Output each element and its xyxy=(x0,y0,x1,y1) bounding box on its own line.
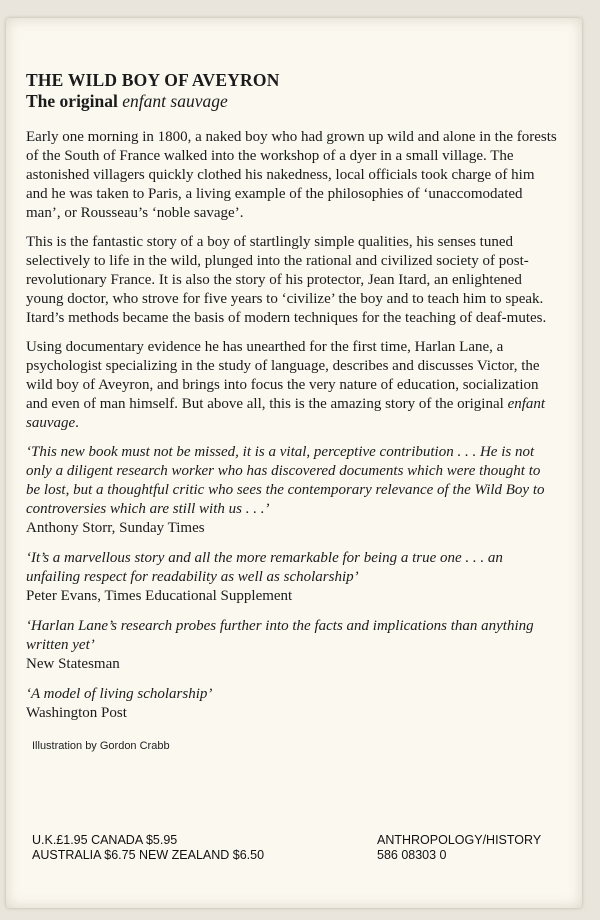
quote-source: Peter Evans, Times Educational Supplement xyxy=(26,588,293,604)
paragraph-3-text: Using documentary evidence he has unearthed for the first time, Harlan Lane, a psychologist specializing in the study of language, describes and discusses Victor, the wild boy of Aveyron, and brings into focus the very nature of education, socialization and even of man himself. But above all, this is the amazing story of the original xyxy=(26,339,540,412)
review-quote-2 xyxy=(26,549,558,606)
quote-source: New Statesman xyxy=(26,656,120,672)
review-quote-4 xyxy=(26,685,558,723)
book-title: THE WILD BOY OF AVEYRON xyxy=(26,70,280,90)
paragraph-3-end: . xyxy=(75,415,79,431)
price-list xyxy=(32,833,264,863)
category-isbn xyxy=(377,833,541,863)
blurb-paragraph-3 xyxy=(26,338,558,433)
subtitle-lead: The original xyxy=(26,91,118,111)
cover-text xyxy=(26,70,558,734)
quote-source: Washington Post xyxy=(26,705,127,721)
review-quote-3 xyxy=(26,617,558,674)
book-subtitle xyxy=(26,91,558,112)
quote-source: Anthony Storr, Sunday Times xyxy=(26,520,205,536)
quote-text: ‘A model of living scholarship’ xyxy=(26,686,213,702)
paragraph-3-italic: enfant sauvage xyxy=(26,396,546,431)
quote-text: ‘Harlan Lane’s research probes further into the facts and implications than anything written yet’ xyxy=(26,618,534,653)
quote-text: ‘It’s a marvellous story and all the more remarkable for being a true one . . . an unfailing respect for readability as well as scholarship’ xyxy=(26,550,503,585)
illustration-credit: Illustration by Gordon Crabb xyxy=(32,740,170,752)
review-quote-1 xyxy=(26,443,558,538)
back-cover xyxy=(6,18,582,908)
blurb-paragraph-2: This is the fantastic story of a boy of startlingly simple qualities, his senses tuned selectively to life in the wild, plunged into the rational and civilized society of post-revolutionary France. It is also the story of his protector, Jean Itard, an enlightened young doctor, who strove for five years to ‘civilize’ the boy and to teach him to speak. Itard’s methods became the basis of modern techniques for the teaching of deaf-mutes. xyxy=(26,234,547,326)
quote-text: ‘This new book must not be missed, it is a vital, perceptive contribution . . . He is not only a diligent research worker who has discovered documents which were thought to be lost, but a thoughtful critic who sees the contemporary relevance of the Wild Boy to controversies which are still with us . . .’ xyxy=(26,444,545,517)
isbn: 586 08303 0 xyxy=(377,848,447,862)
price-line-1: U.K.£1.95 CANADA $5.95 xyxy=(32,833,178,847)
category-label: ANTHROPOLOGY/HISTORY xyxy=(377,833,542,847)
blurb-paragraph-1: Early one morning in 1800, a naked boy who had grown up wild and alone in the forests of the South of France walked into the workshop of a dyer in a small village. The astonished villagers quickly clothed his nakedness, local officials took charge of him and he was taken to Paris, a living example of the philosophies of ‘unaccomodated man’, or Rousseau’s ‘noble savage’. xyxy=(26,129,557,221)
price-line-2: AUSTRALIA $6.75 NEW ZEALAND $6.50 xyxy=(32,848,265,862)
subtitle-italic: enfant sauvage xyxy=(122,91,228,111)
